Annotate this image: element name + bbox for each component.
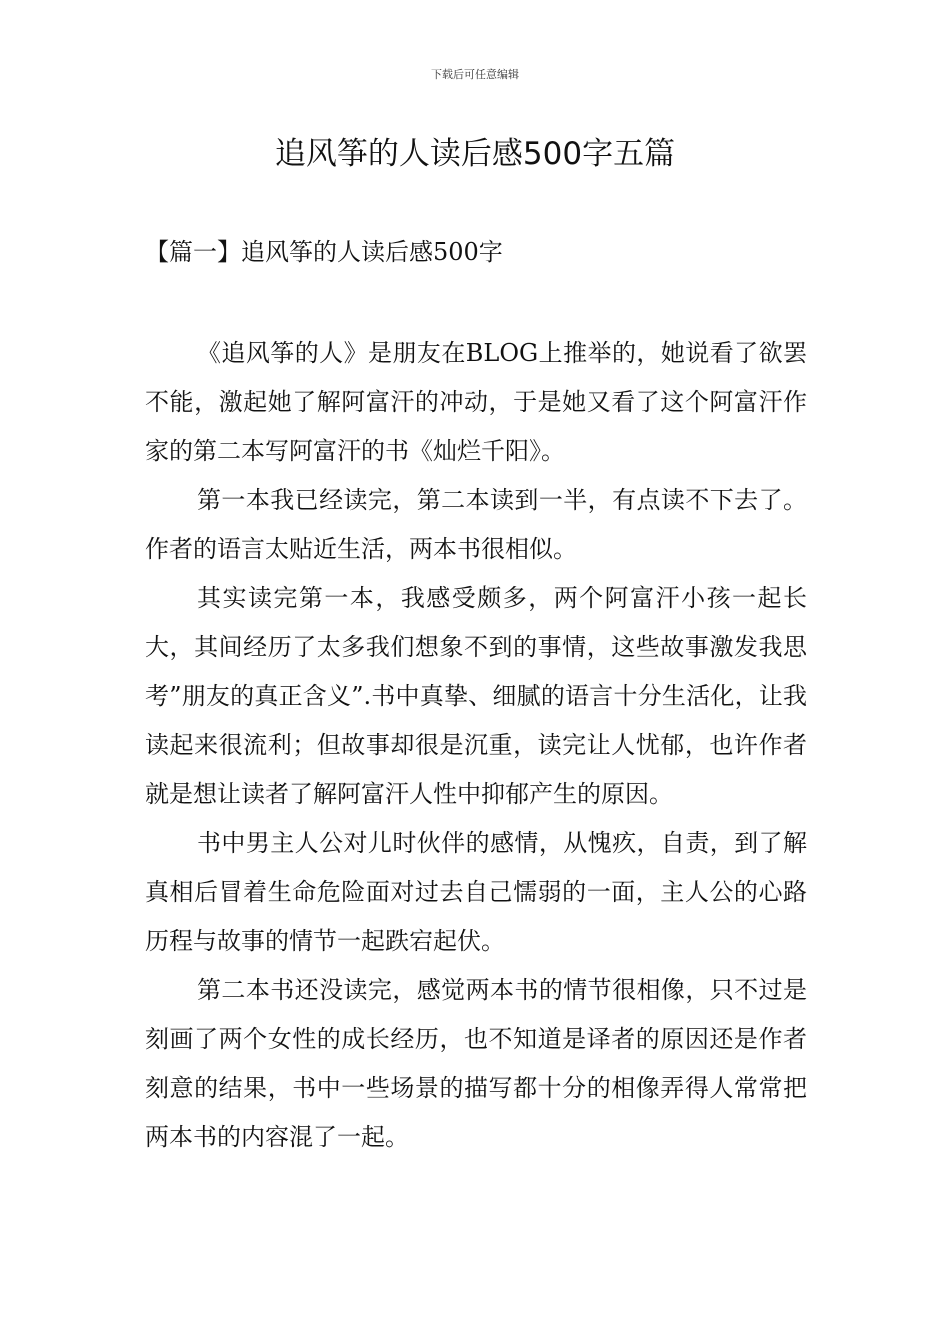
paragraph: 第二本书还没读完，感觉两本书的情节很相像，只不过是刻画了两个女性的成长经历，也不知道是译者的原因还是作者刻意的结果，书中一些场景的描写都十分的相像弄得人常常把两本书的内容混了一起。 — [145, 976, 807, 1151]
header-note: 下载后可任意编辑 — [431, 68, 519, 81]
paragraph: 书中男主人公对儿时伙伴的感情，从愧疚，自责，到了解真相后冒着生命危险面对过去自己懦弱的一面，主人公的心路历程与故事的情节一起跌宕起伏。 — [145, 829, 807, 955]
section-heading: 【篇一】追风筝的人读后感500字 — [145, 238, 503, 266]
paragraph: 《追风筝的人》是朋友在BLOG上推举的，她说看了欲罢不能，激起她了解阿富汗的冲动，于是她又看了这个阿富汗作家的第二本写阿富汗的书《灿烂千阳》。 — [145, 339, 807, 465]
paragraph: 其实读完第一本，我感受颇多，两个阿富汗小孩一起长大，其间经历了太多我们想象不到的事情，这些故事激发我思考”朋友的真正含义”.书中真挚、细腻的语言十分生活化，让我读起来很流利；但故事却很是沉重，读完让人忧郁，也许作者就是想让读者了解阿富汗人性中抑郁产生的原因。 — [145, 584, 807, 808]
body-text — [145, 329, 807, 1162]
paragraph: 第一本我已经读完，第二本读到一半，有点读不下去了。作者的语言太贴近生活，两本书很相似。 — [145, 486, 807, 563]
page-title: 追风筝的人读后感500字五篇 — [274, 136, 676, 172]
